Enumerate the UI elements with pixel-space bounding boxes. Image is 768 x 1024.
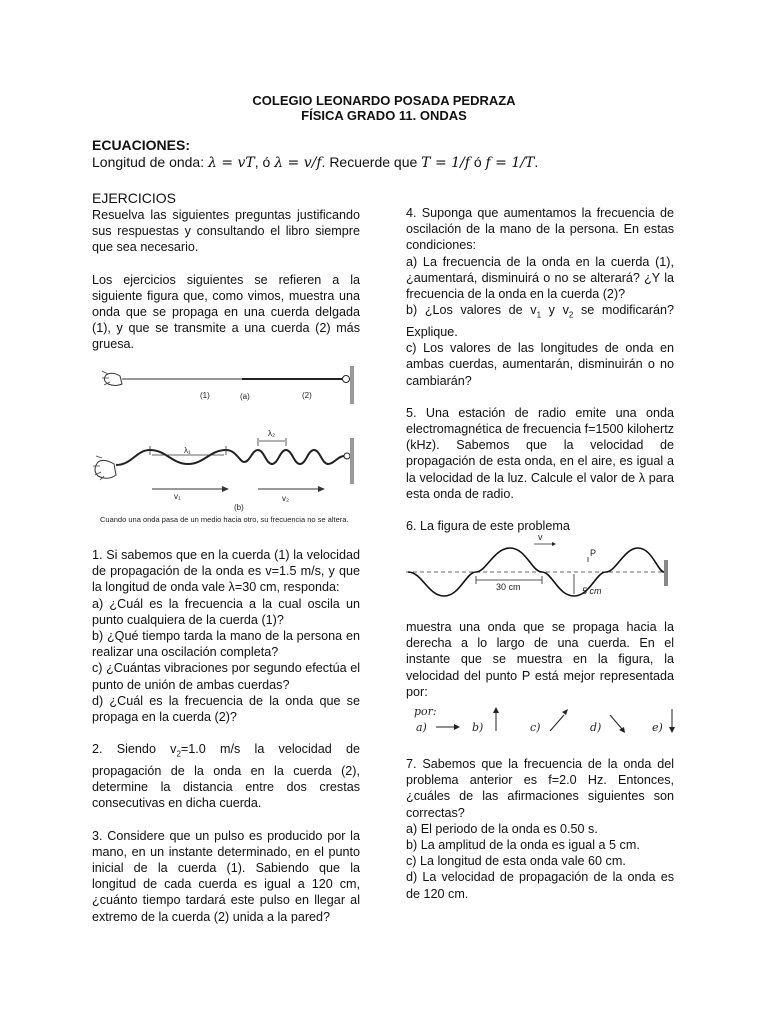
eq-math-d: f = 1/T bbox=[485, 155, 535, 171]
option-b-label: b) bbox=[472, 721, 484, 734]
wall-hook-b bbox=[344, 453, 350, 459]
q6-continuation: muestra una onda que se propaga hacia la derecha a lo largo de una cuerda. En el instante que se muestra en la figura, la velocidad del punto P está mejor representada por: bbox=[406, 620, 674, 699]
label-v1: v₁ bbox=[174, 492, 181, 501]
eq-text-e: . bbox=[534, 154, 539, 170]
wall-a bbox=[350, 366, 354, 404]
q5-text: 5. Una estación de radio emite una onda electromagnética de frecuencia f=1500 kilohertz (kHz). Sabemos que la velocidad de propagación de esta onda, en el aire, es igual a la velocidad de la luz. Calcule el valor de λ para esta onda de radio. bbox=[406, 405, 674, 501]
q2-text bbox=[92, 741, 360, 811]
q4-b-sub1: 1 bbox=[536, 310, 542, 320]
questions-left-block bbox=[92, 547, 360, 925]
eq-math-b: λ = v/f bbox=[274, 155, 322, 171]
q4-a: a) La frecuencia de la onda en la cuerda (1), ¿aumentará, disminuirá o no se alterará? ¿Y la frecuencia de la onda en la cuerda (2)? bbox=[406, 254, 674, 302]
label-v: v bbox=[538, 532, 543, 542]
option-c-label: c) bbox=[530, 721, 541, 734]
label-rope-2: (2) bbox=[302, 391, 312, 400]
q1-a: a) ¿Cuál es la frecuencia a la cual oscila un punto cualquiera de la cuerda (1)? bbox=[92, 596, 360, 627]
rope-wave-figure bbox=[92, 362, 364, 528]
option-a-label: a) bbox=[416, 721, 427, 734]
figure-b-hand-icon bbox=[93, 456, 116, 480]
course-title: FÍSICA GRADO 11. ONDAS bbox=[301, 108, 467, 123]
exercises-heading: EJERCICIOS bbox=[92, 190, 177, 206]
intro-paragraph-1: Resuelva las siguientes preguntas justificando sus respuestas y consultando el libro siempre que sea necesario. bbox=[92, 208, 360, 255]
q1-stem: 1. Si sabemos que en la cuerda (1) la velocidad de propagación de la onda es v=1.5 m/s, y que la longitud de onda vale λ=30 cm, responda: bbox=[92, 548, 360, 595]
eq-text-b: , ó bbox=[254, 154, 275, 170]
questions-right-block bbox=[406, 205, 674, 534]
velocity-options-figure bbox=[410, 703, 690, 739]
wall-b bbox=[350, 438, 354, 484]
wall-hook-a bbox=[343, 376, 350, 383]
intro-block bbox=[92, 207, 360, 353]
option-d-arrow-icon bbox=[610, 715, 622, 729]
q4-c: c) Los valores de las longitudes de onda en ambas cuerdas, aumentarán, disminuirán o no cambiarán? bbox=[406, 341, 674, 388]
eq-math-c: T = 1/f bbox=[421, 155, 470, 171]
eq-text-a: Longitud de onda: bbox=[92, 154, 208, 170]
option-e-label: e) bbox=[652, 721, 663, 734]
option-c-arrow-icon bbox=[550, 715, 564, 731]
equations-heading: ECUACIONES: bbox=[92, 137, 191, 153]
q7-stem: 7. Sabemos que la frecuencia de la onda del problema anterior es f=2.0 Hz. Entonces, ¿cuáles de las afirmaciones siguientes son correctas? bbox=[406, 757, 674, 820]
wave-point-p-figure bbox=[406, 530, 686, 610]
eq-math-a: λ = vT bbox=[208, 155, 255, 171]
label-p: P bbox=[590, 548, 597, 558]
q2-pre: 2. Siendo v bbox=[92, 742, 177, 757]
q7-block bbox=[406, 756, 674, 902]
q1-d: d) ¿Cuál es la frecuencia de la onda que se propaga en la cuerda (2)? bbox=[92, 693, 360, 725]
school-name: COLEGIO LEONARDO POSADA PEDRAZA bbox=[252, 93, 516, 108]
label-a: (a) bbox=[240, 392, 250, 401]
wall bbox=[664, 560, 668, 586]
eq-text-d: ó bbox=[469, 154, 486, 170]
label-b: (b) bbox=[234, 503, 244, 512]
label-lambda2: λ₂ bbox=[268, 429, 276, 438]
q6-continuation-block bbox=[406, 619, 674, 700]
q4-b-pre: b) ¿Los valores de v bbox=[406, 303, 537, 318]
q4-b-post: se modificarán? Explique. bbox=[406, 303, 674, 339]
q7-d: d) La velocidad de propagación de la onda es de 120 cm. bbox=[406, 870, 674, 901]
q7-a: a) El periodo de la onda es 0.50 s. bbox=[406, 821, 598, 836]
q4-b-mid: y v bbox=[541, 303, 569, 318]
q3-text: 3. Considere que un pulso es producido por la mano, en un instante determinado, en el punto inicial de la cuerda (1). Sabiendo que la longitud de cada cuerda es igual a 120 cm, ¿cuánto tiempo tardará este pulso en llegar al extremo de la cuerda (2) unida a la pared? bbox=[92, 828, 360, 924]
q6-stem: 6. La figura de este problema bbox=[406, 518, 570, 533]
q7-c: c) La longitud de esta onda vale 60 cm. bbox=[406, 854, 626, 869]
figure-caption: Cuando una onda pasa de un medio hacia otro, su frecuencia no se altera. bbox=[100, 515, 349, 524]
q4-stem: 4. Suponga que aumentamos la frecuencia de oscilación de la mano de la persona. En estas condiciones: bbox=[406, 206, 674, 253]
label-5cm: 5 cm bbox=[582, 586, 602, 596]
label-v2: v₂ bbox=[282, 494, 290, 503]
figure-a-hand-icon bbox=[102, 371, 122, 386]
q7-b: b) La amplitud de la onda es igual a 5 cm. bbox=[406, 838, 640, 853]
q4-b bbox=[406, 302, 674, 340]
label-30cm: 30 cm bbox=[496, 582, 521, 592]
q4-b-sub2: 2 bbox=[568, 310, 574, 320]
q2-post: =1.0 m/s la velocidad de propagación de la onda en la cuerda (2), determine la distancia entre dos crestas consecutivas en dicha cuerda. bbox=[92, 742, 360, 811]
intro-paragraph-2: Los ejercicios siguientes se refieren a la siguiente figura que, como vimos, muestra una onda que se propaga en una cuerda delgada (1), y que se transmite a una cuerda (2) más gruesa. bbox=[92, 272, 360, 352]
equations-line bbox=[92, 154, 538, 171]
label-rope-1: (1) bbox=[200, 391, 210, 400]
options-por: por: bbox=[414, 705, 437, 718]
q2-sub: 2 bbox=[176, 749, 181, 759]
eq-text-c: . Recuerde que bbox=[321, 154, 422, 170]
label-lambda1: λ₁ bbox=[184, 446, 191, 455]
q1-c: c) ¿Cuántas vibraciones por segundo efectúa el punto de unión de ambas cuerdas? bbox=[92, 661, 360, 692]
option-d-label: d) bbox=[590, 721, 602, 734]
q1-b: b) ¿Qué tiempo tarda la mano de la persona en realizar una oscilación completa? bbox=[92, 629, 360, 660]
